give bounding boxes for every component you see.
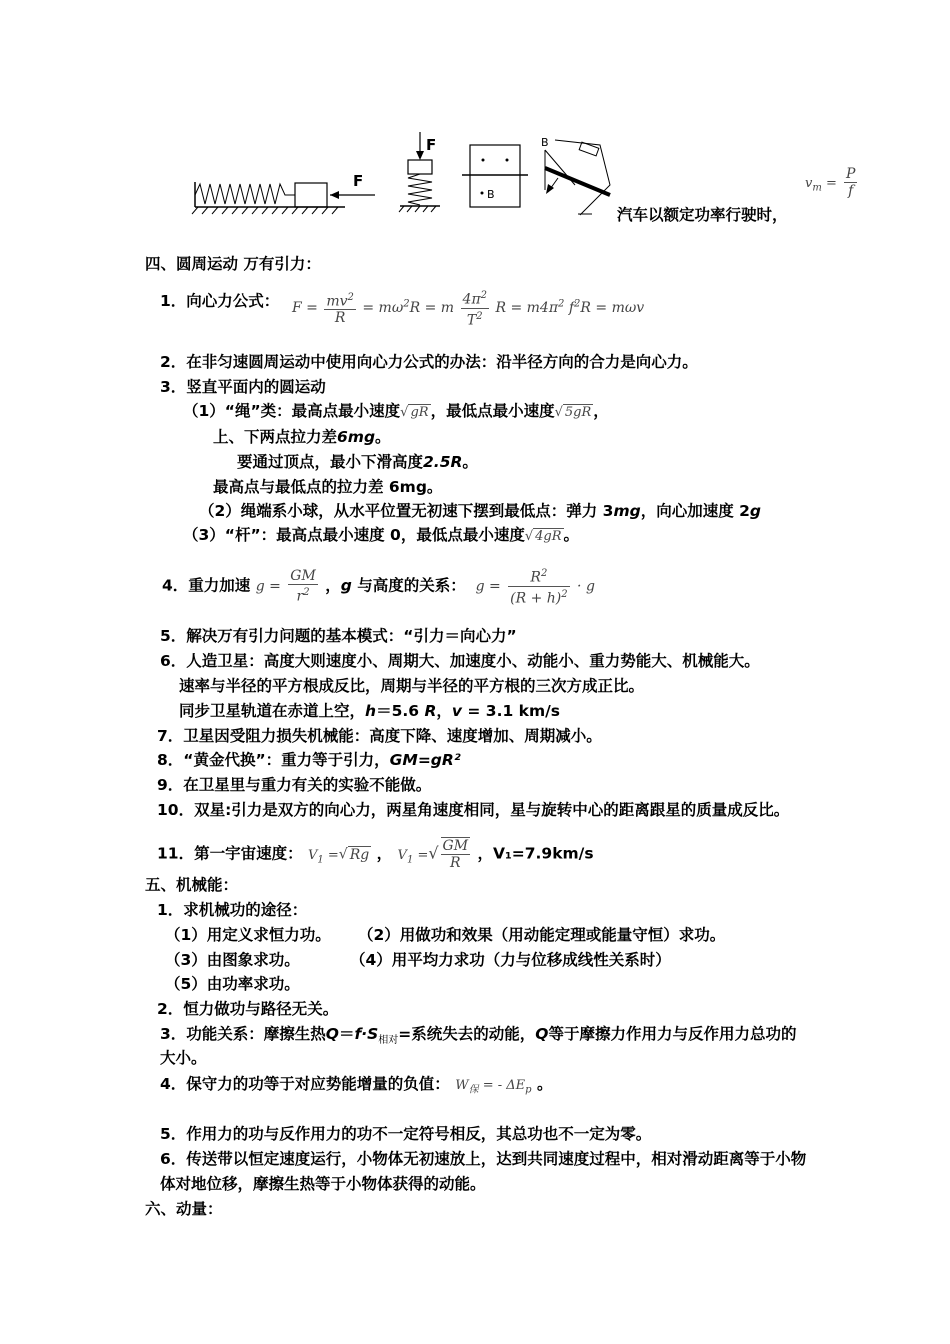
spring-block-figure xyxy=(192,182,375,214)
point-label-b2: B xyxy=(541,136,549,149)
sec4-item3: 3．竖直平面内的圆运动 xyxy=(160,378,326,396)
tension-difference-line: 上、下两点拉力差6mg。 xyxy=(213,428,391,446)
car-rated-power-text: 汽车以额定功率行驶时， xyxy=(617,206,788,224)
first-cosmic-velocity-line: 11．第一宇宙速度： $V_1$ =√ Rg ， $V_1$ =√ $\frac{GM}{R}$ ，V₁=7.9km/s xyxy=(157,838,594,871)
sec4-item9: 9．在卫星里与重力有关的实验不能做。 xyxy=(157,776,432,794)
sec5-item6-line2: 体对地位移，摩擦生热等于小物体获得的动能。 xyxy=(160,1175,486,1193)
work-method-2: （2）用做功和效果（用动能定理或能量守恒）求功。 xyxy=(358,926,726,944)
section4-title: 四、圆周运动 万有引力： xyxy=(145,255,321,273)
work-method-5: （5）由功率求功。 xyxy=(165,975,300,993)
gravity-accel-line: 4．重力加速 g = $\frac{GM}{r^2}$ ，g 与高度的关系： g = $\frac{R^2}{(R + h)^2}$ · g xyxy=(162,567,595,607)
geo-satellite-line: 同步卫星轨道在赤道上空，h＝5.6 R，v = 3.1 km/s xyxy=(179,702,560,720)
sec4-item10: 10．双星:引力是双方的向心力，两星角速度相同，星与旋转中心的距离跟星的质量成反比。 xyxy=(157,801,790,819)
sec5-item3-line2: 大小。 xyxy=(160,1049,207,1067)
work-method-3: （3）由图象求功。 xyxy=(165,951,300,969)
sec4-item5: 5．解决万有引力问题的基本模式：“引力＝向心力” xyxy=(160,627,517,645)
section6-title: 六、动量： xyxy=(145,1200,223,1218)
incline-rod-figure xyxy=(545,140,610,215)
centripetal-formula: F = $\frac{mv^2}{R}$ = $m\omega^2R = m$ $\frac{4\pi^2}{T^2}$ $R = m4\pi^2$ $f^2R = m\omega v$ xyxy=(292,290,645,329)
sec4-item6-line2: 速率与半径的平方根成反比，周期与半径的平方根的三次方成正比。 xyxy=(179,677,645,695)
sec4-item8: 8．“黄金代换”：重力等于引力，GM=gR² xyxy=(157,751,461,769)
sec5-item4: 4．保守力的功等于对应势能增量的负值： $W_保$ = - $\Delta E_p$ 。 xyxy=(160,1075,553,1096)
tension-top-bottom-line: 最高点与最低点的拉力差 6mg。 xyxy=(213,478,443,496)
box-partition-figure xyxy=(462,145,528,207)
force-label-f1: F xyxy=(353,172,364,190)
sec5-item1: 1．求机械功的途径： xyxy=(157,901,308,919)
sec5-item2: 2．恒力做功与路径无关。 xyxy=(157,1000,339,1018)
min-height-line: 要通过顶点，最小下滑高度2.5R。 xyxy=(237,453,478,471)
max-speed-formula: $v_m$ = $\frac{P}{f}$ xyxy=(805,166,856,199)
section5-title: 五、机械能： xyxy=(145,876,239,894)
work-method-4: （4）用平均力求功（力与位移成线性关系时） xyxy=(350,951,671,969)
sec4-item7: 7．卫星因受阻力损失机械能：高度下降、速度增加、周期减小。 xyxy=(157,727,602,745)
point-label-b1: B xyxy=(487,188,495,201)
sec4-item2: 2．在非匀速圆周运动中使用向心力公式的办法：沿半径方向的合力是向心力。 xyxy=(160,353,698,371)
pendulum-line: （2）绳端系小球，从水平位置无初速下摆到最低点：弹力 3mg，向心加速度 2g xyxy=(199,502,762,520)
sec5-item3: 3．功能关系：摩擦生热$Q=f\cdot S_{相对}=$系统失去的动能，Q等于摩擦力作用力与反作用力总功的 xyxy=(160,1025,797,1047)
sec5-item6: 6．传送带以恒定速度运行，小物体无初速放上，达到共同速度过程中，相对滑动距离等于小物 xyxy=(160,1150,807,1168)
sec5-item5: 5．作用力的功与反作用力的功不一定符号相反，其总功也不一定为零。 xyxy=(160,1125,652,1143)
rope-case-line: （1）“绳”类：最高点最小速度√ gR ，最低点最小速度√ 5gR ， xyxy=(183,402,609,420)
rod-case-line: （3）“杆”：最高点最小速度 0，最低点最小速度√ 4gR 。 xyxy=(183,526,580,544)
work-method-1: （1）用定义求恒力功。 xyxy=(165,926,331,944)
sec4-item1-label: 1．向心力公式： xyxy=(160,292,280,310)
sec4-item6: 6．人造卫星：高度大则速度小、周期大、加速度小、动能小、重力势能大、机械能大。 xyxy=(160,652,760,670)
force-label-f2: F xyxy=(426,136,437,154)
